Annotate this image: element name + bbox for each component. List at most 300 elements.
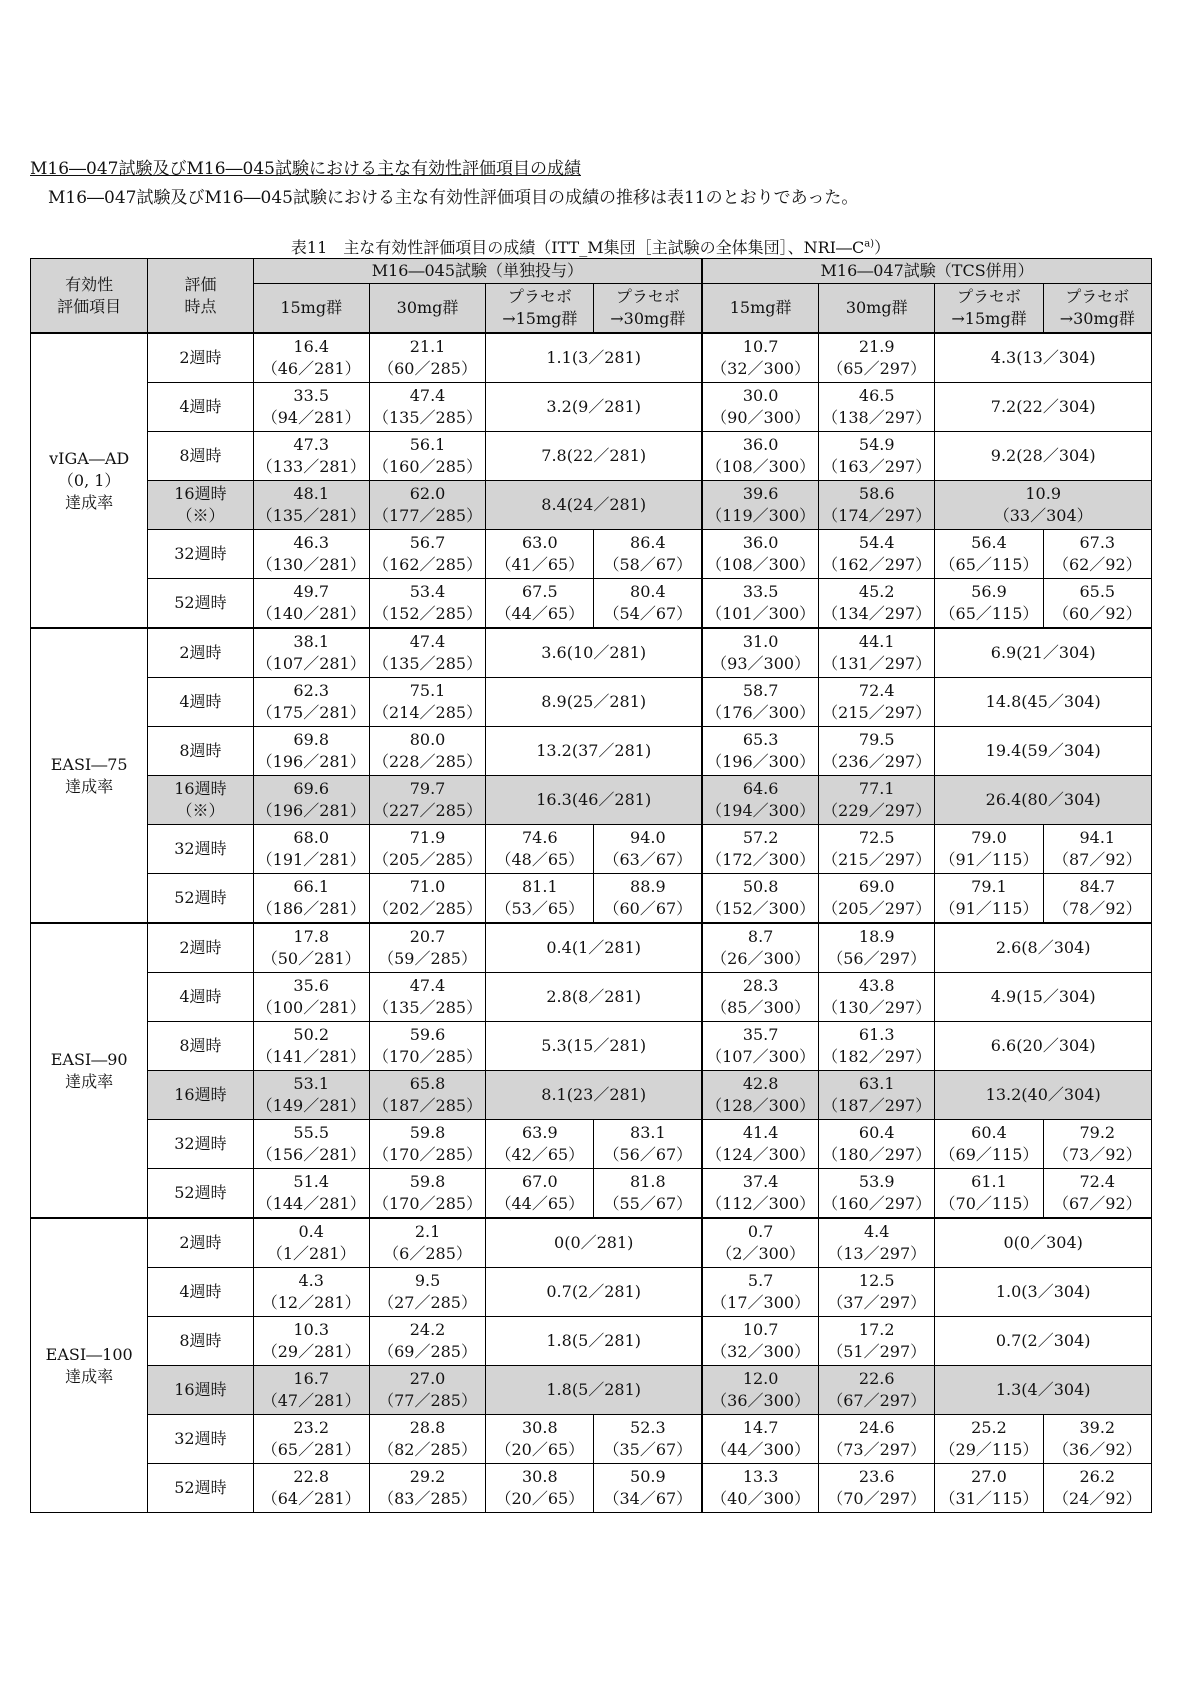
time-label: 52週時 — [174, 1478, 227, 1497]
value-rate: 94.0 — [630, 828, 666, 847]
value-count: （215／297） — [822, 850, 932, 869]
value-count: （191／281） — [256, 850, 366, 869]
table-row — [31, 1268, 1152, 1317]
table-row — [31, 825, 1152, 874]
time-label: 16週時 — [174, 484, 227, 503]
value-cell — [253, 727, 369, 776]
value-cell — [1043, 1464, 1151, 1513]
value-cell — [369, 1366, 485, 1415]
placebo-pooled-cell: 1.0(3／304) — [935, 1268, 1152, 1317]
value-count: （94／281） — [261, 408, 361, 427]
value-count: （196／300） — [706, 752, 816, 771]
value-cell — [819, 727, 935, 776]
value-cell — [253, 579, 369, 629]
value-cell — [1043, 530, 1151, 579]
value-rate: 69.0 — [858, 877, 895, 896]
value-count: （56／297） — [827, 949, 927, 968]
value-cell — [819, 1169, 935, 1219]
placebo-pooled-cell — [935, 481, 1152, 530]
value-rate: 53.1 — [293, 1074, 330, 1093]
value-rate: 84.7 — [1079, 877, 1116, 896]
value-cell — [702, 333, 818, 383]
value-cell — [253, 628, 369, 678]
value-cell — [253, 1218, 369, 1268]
time-cell — [148, 1071, 253, 1120]
time-cell — [148, 1366, 253, 1415]
value-rate: 75.1 — [409, 681, 446, 700]
value-rate: 2.1 — [414, 1222, 441, 1241]
table-row — [31, 1071, 1152, 1120]
value-count: （172／300） — [706, 850, 816, 869]
value-rate: 37.4 — [742, 1172, 779, 1191]
endpoint-label — [31, 628, 148, 923]
table-row — [31, 874, 1152, 924]
efficacy-table — [30, 258, 1152, 1513]
time-label: 32週時 — [174, 1134, 227, 1153]
value-cell — [819, 1415, 935, 1464]
time-label: 2週時 — [179, 643, 222, 662]
value-cell — [253, 776, 369, 825]
value-cell — [819, 825, 935, 874]
value-cell — [369, 1415, 485, 1464]
value-rate: 16.7 — [293, 1369, 330, 1388]
endpoint-label-line: 達成率 — [65, 776, 114, 796]
time-cell — [148, 727, 253, 776]
time-label: 8週時 — [179, 741, 222, 760]
value-rate: 47.4 — [409, 386, 446, 405]
value-count: （73／297） — [827, 1440, 927, 1459]
placebo-pooled-cell: 8.1(23／281) — [486, 1071, 703, 1120]
value-rate: 39.6 — [742, 484, 779, 503]
value-cell — [819, 530, 935, 579]
header-group-line: →15mg群 — [951, 309, 1027, 328]
value-rate: 64.6 — [742, 779, 779, 798]
value-count: （108／300） — [706, 457, 816, 476]
time-label: 32週時 — [174, 1429, 227, 1448]
value-rate: 46.3 — [293, 533, 330, 552]
value-rate: 71.0 — [409, 877, 446, 896]
value-count: （156／281） — [256, 1145, 366, 1164]
value-count: （47／281） — [261, 1391, 361, 1410]
value-rate: 48.1 — [293, 484, 330, 503]
value-count: （144／281） — [256, 1194, 366, 1213]
table-row — [31, 923, 1152, 973]
placebo-pooled-cell: 6.6(20／304) — [935, 1022, 1152, 1071]
value-cell — [819, 383, 935, 432]
time-cell — [148, 1415, 253, 1464]
endpoint-label-line: （0, 1） — [57, 470, 121, 490]
value-count: （2／300） — [716, 1244, 805, 1263]
value-rate: 79.2 — [1079, 1123, 1116, 1142]
time-label: 8週時 — [179, 446, 222, 465]
value-cell — [1043, 825, 1151, 874]
value-count: （48／65） — [495, 850, 585, 869]
header-study-045: M16―045試験（単独投与） — [253, 259, 702, 284]
value-count: （1／281） — [266, 1244, 356, 1263]
time-label: （※） — [176, 801, 225, 820]
value-rate: 53.4 — [409, 582, 446, 601]
value-cell — [486, 1169, 594, 1219]
value-rate: 56.7 — [409, 533, 446, 552]
value-count: （163／297） — [822, 457, 932, 476]
value-count: （6／285） — [383, 1244, 472, 1263]
value-count: （205／297） — [822, 899, 932, 918]
value-rate: 72.4 — [1079, 1172, 1116, 1191]
value-count: （67／92） — [1052, 1194, 1142, 1213]
value-rate: 88.9 — [630, 877, 666, 896]
time-cell — [148, 333, 253, 383]
value-rate: 79.5 — [858, 730, 895, 749]
header-group-047-0: 15mg群 — [702, 284, 818, 334]
value-count: （62／92） — [1052, 555, 1142, 574]
placebo-pooled-cell: 7.2(22／304) — [935, 383, 1152, 432]
value-count: （107／281） — [256, 654, 366, 673]
caption-footnote-mark: a) — [864, 238, 875, 250]
value-cell — [369, 1120, 485, 1169]
placebo-pooled-cell: 0.4(1／281) — [486, 923, 703, 973]
value-count: （196／281） — [256, 801, 366, 820]
placebo-pooled-cell: 7.8(22／281) — [486, 432, 703, 481]
value-rate: 66.1 — [293, 877, 330, 896]
placebo-pooled-cell: 0(0／281) — [486, 1218, 703, 1268]
value-cell — [702, 628, 818, 678]
value-cell — [369, 383, 485, 432]
value-count: （73／92） — [1052, 1145, 1142, 1164]
time-cell — [148, 973, 253, 1022]
value-cell — [253, 973, 369, 1022]
value-rate: 12.0 — [742, 1369, 779, 1388]
value-count: （160／285） — [372, 457, 483, 476]
value-rate: 79.0 — [971, 828, 1007, 847]
value-rate: 27.0 — [409, 1369, 446, 1388]
value-count: （17／300） — [711, 1293, 811, 1312]
value-cell — [702, 579, 818, 629]
endpoint-label-line: 達成率 — [65, 1071, 114, 1091]
value-count: （26／300） — [711, 949, 811, 968]
value-cell — [702, 1218, 818, 1268]
value-count: （44／300） — [711, 1440, 811, 1459]
value-rate: 30.8 — [522, 1467, 558, 1486]
value-cell — [486, 1415, 594, 1464]
value-cell — [819, 1366, 935, 1415]
value-count: （34／67） — [603, 1489, 693, 1508]
placebo-pooled-cell: 2.6(8／304) — [935, 923, 1152, 973]
value-rate: 4.4 — [863, 1222, 890, 1241]
value-count: （83／285） — [378, 1489, 477, 1508]
header-group-line: →30mg群 — [610, 309, 686, 328]
value-rate: 62.3 — [293, 681, 330, 700]
value-cell — [369, 973, 485, 1022]
value-rate: 21.9 — [858, 337, 895, 356]
value-rate: 13.3 — [742, 1467, 779, 1486]
value-cell — [819, 1218, 935, 1268]
value-rate: 52.3 — [630, 1418, 666, 1437]
value-count: （82／285） — [378, 1440, 477, 1459]
value-count: （170／285） — [372, 1194, 483, 1213]
header-group-line: プラセボ — [956, 287, 1021, 306]
header-group-line: →15mg群 — [502, 309, 578, 328]
value-rate: 68.0 — [293, 828, 330, 847]
value-count: （91／115） — [939, 850, 1039, 869]
value-count: （65／297） — [827, 359, 927, 378]
time-cell — [148, 678, 253, 727]
value-count: （108／300） — [706, 555, 816, 574]
value-cell — [369, 530, 485, 579]
value-count: （44／65） — [495, 1194, 585, 1213]
time-label: 4週時 — [179, 987, 222, 1006]
value-count: （135／285） — [372, 654, 483, 673]
placebo-pooled-cell: 26.4(80／304) — [935, 776, 1152, 825]
placebo-pooled-cell: 13.2(37／281) — [486, 727, 703, 776]
value-count: （182／297） — [822, 1047, 932, 1066]
value-cell — [486, 825, 594, 874]
placebo-pooled-cell: 0.7(2／281) — [486, 1268, 703, 1317]
value-cell — [369, 1022, 485, 1071]
value-rate: 47.4 — [409, 976, 446, 995]
time-label: 4週時 — [179, 397, 222, 416]
value-count: （69／115） — [939, 1145, 1039, 1164]
value-rate: 25.2 — [971, 1418, 1007, 1437]
endpoint-label-line: EASI―100 — [45, 1344, 133, 1364]
placebo-pooled-cell: 9.2(28／304) — [935, 432, 1152, 481]
value-cell — [702, 973, 818, 1022]
value-count: （135／285） — [372, 408, 483, 427]
placebo-pooled-cell: 1.1(3／281) — [486, 333, 703, 383]
value-rate: 12.5 — [858, 1271, 895, 1290]
value-rate: 46.5 — [858, 386, 895, 405]
value-rate: 71.9 — [409, 828, 446, 847]
value-count: （152／285） — [372, 604, 483, 623]
value-rate: 51.4 — [293, 1172, 330, 1191]
value-count: （133／281） — [256, 457, 366, 476]
value-count: （69／285） — [378, 1342, 477, 1361]
time-label: 52週時 — [174, 1183, 227, 1202]
time-cell — [148, 481, 253, 530]
time-cell — [148, 776, 253, 825]
value-count: （87／92） — [1052, 850, 1142, 869]
value-rate: 63.1 — [858, 1074, 895, 1093]
time-label: 2週時 — [179, 1233, 222, 1252]
value-count: （35／67） — [603, 1440, 693, 1459]
value-rate: 28.3 — [742, 976, 779, 995]
time-label: 4週時 — [179, 1282, 222, 1301]
value-rate: 0.4 — [298, 1222, 324, 1241]
value-count: （107／300） — [706, 1047, 816, 1066]
value-cell — [819, 776, 935, 825]
value-cell — [369, 579, 485, 629]
value-count: （177／285） — [372, 506, 483, 525]
value-cell — [702, 776, 818, 825]
value-count: （138／297） — [822, 408, 932, 427]
table-caption — [0, 235, 1181, 258]
placebo-pooled-cell: 5.3(15／281) — [486, 1022, 703, 1071]
value-rate: 62.0 — [409, 484, 446, 503]
value-cell — [702, 1022, 818, 1071]
value-cell — [369, 333, 485, 383]
value-cell — [702, 874, 818, 924]
value-cell — [369, 678, 485, 727]
value-cell — [1043, 1169, 1151, 1219]
value-cell — [702, 1120, 818, 1169]
value-count: （140／281） — [256, 604, 366, 623]
endpoint-label-line: 達成率 — [65, 1366, 114, 1386]
value-rate: 45.2 — [858, 582, 895, 601]
value-cell — [1043, 579, 1151, 629]
value-count: （36／300） — [711, 1391, 811, 1410]
value-cell — [253, 432, 369, 481]
value-count: （187／285） — [372, 1096, 483, 1115]
value-cell — [253, 1268, 369, 1317]
value-count: （128／300） — [706, 1096, 816, 1115]
time-label: 8週時 — [179, 1331, 222, 1350]
value-count: （67／297） — [827, 1391, 927, 1410]
value-count: （176／300） — [706, 703, 816, 722]
header-time-line1: 評価 — [184, 274, 217, 294]
placebo-pooled-cell: 3.6(10／281) — [486, 628, 703, 678]
placebo-pooled-cell: 4.3(13／304) — [935, 333, 1152, 383]
header-study-047: M16―047試験（TCS併用） — [702, 259, 1151, 284]
value-rate: 0.7 — [747, 1222, 774, 1241]
value-rate: 21.1 — [409, 337, 446, 356]
value-count: （214／285） — [372, 703, 483, 722]
value-rate: 5.7 — [747, 1271, 774, 1290]
value-cell — [369, 1218, 485, 1268]
value-rate: 30.0 — [742, 386, 779, 405]
value-rate: 10.7 — [742, 1320, 779, 1339]
value-cell — [1043, 1120, 1151, 1169]
value-cell — [935, 874, 1043, 924]
table-row — [31, 481, 1152, 530]
value-cell — [819, 1120, 935, 1169]
value-rate: 56.9 — [971, 582, 1007, 601]
header-group-line: プラセボ — [615, 287, 680, 306]
time-cell — [148, 1317, 253, 1366]
placebo-pooled-cell: 19.4(59／304) — [935, 727, 1152, 776]
header-endpoint — [31, 259, 148, 334]
value-cell — [253, 1317, 369, 1366]
time-label: 2週時 — [179, 938, 222, 957]
value-count: （24／92） — [1052, 1489, 1142, 1508]
value-count: （180／297） — [822, 1145, 932, 1164]
value-count: （70／297） — [827, 1489, 927, 1508]
table-row — [31, 727, 1152, 776]
placebo-pooled-cell: 6.9(21／304) — [935, 628, 1152, 678]
section-heading: M16―047試験及びM16―045試験における主な有効性評価項目の成績 — [30, 159, 581, 179]
value-count: （46／281） — [261, 359, 361, 378]
table-row — [31, 1022, 1152, 1071]
time-cell — [148, 628, 253, 678]
value-count: （85／300） — [711, 998, 811, 1017]
value-cell — [935, 1464, 1043, 1513]
header-time — [148, 259, 253, 334]
header-group-047-2 — [935, 284, 1043, 334]
header-group-045-0: 15mg群 — [253, 284, 369, 334]
value-cell — [819, 874, 935, 924]
value-rate: 10.3 — [293, 1320, 330, 1339]
value-cell — [819, 1071, 935, 1120]
value-count: （54／67） — [603, 604, 693, 623]
value-count: （70／115） — [939, 1194, 1039, 1213]
value-cell — [702, 1071, 818, 1120]
value-cell — [253, 825, 369, 874]
value-rate: 86.4 — [630, 533, 666, 552]
time-cell — [148, 1464, 253, 1513]
value-count: （170／285） — [372, 1145, 483, 1164]
value-count: （59／285） — [378, 949, 477, 968]
value-rate: 31.0 — [742, 632, 779, 651]
time-cell — [148, 923, 253, 973]
value-count: （36／92） — [1052, 1440, 1142, 1459]
value-count: （78／92） — [1052, 899, 1142, 918]
value-rate: 26.2 — [1079, 1467, 1116, 1486]
value-count: （91／115） — [939, 899, 1039, 918]
value-rate: 24.2 — [409, 1320, 446, 1339]
placebo-pooled-cell: 8.9(25／281) — [486, 678, 703, 727]
value-cell — [369, 727, 485, 776]
time-cell — [148, 1022, 253, 1071]
time-label: 52週時 — [174, 593, 227, 612]
placebo-pooled-cell: 0.7(2／304) — [935, 1317, 1152, 1366]
value-count: （141／281） — [256, 1047, 366, 1066]
value-cell — [819, 1268, 935, 1317]
time-label: 32週時 — [174, 839, 227, 858]
value-count: （29／281） — [261, 1342, 361, 1361]
value-cell — [819, 1317, 935, 1366]
table-row — [31, 579, 1152, 629]
caption-text: 表11 主な有効性評価項目の成績（ITT_M集団［主試験の全体集団］、NRI―C — [290, 238, 865, 257]
table-row — [31, 678, 1152, 727]
header-time-line2: 時点 — [184, 296, 217, 316]
value-count: （93／300） — [711, 654, 811, 673]
value-cell — [935, 1415, 1043, 1464]
time-cell — [148, 579, 253, 629]
value-rate: 67.5 — [522, 582, 558, 601]
value-cell — [594, 1415, 702, 1464]
value-rate: 63.9 — [522, 1123, 558, 1142]
value-rate: 33.5 — [742, 582, 779, 601]
value-rate: 42.8 — [742, 1074, 779, 1093]
value-cell — [819, 628, 935, 678]
value-count: （187／297） — [822, 1096, 932, 1115]
value-cell — [253, 530, 369, 579]
value-count: （135／281） — [256, 506, 366, 525]
value-rate: 54.9 — [858, 435, 895, 454]
value-rate: 79.7 — [409, 779, 446, 798]
value-cell — [486, 579, 594, 629]
value-rate: 41.4 — [742, 1123, 779, 1142]
value-rate: 14.7 — [742, 1418, 779, 1437]
table-row — [31, 1218, 1152, 1268]
value-cell — [369, 1464, 485, 1513]
value-cell — [369, 481, 485, 530]
table-row — [31, 1120, 1152, 1169]
placebo-pooled-cell: 16.3(46／281) — [486, 776, 703, 825]
value-rate: 50.9 — [630, 1467, 666, 1486]
value-rate: 65.3 — [742, 730, 779, 749]
value-count: （58／67） — [603, 555, 693, 574]
value-count: （31／115） — [939, 1489, 1039, 1508]
value-count: （27／285） — [378, 1293, 477, 1312]
value-rate: 79.1 — [971, 877, 1007, 896]
value-rate: 65.5 — [1079, 582, 1116, 601]
value-cell — [702, 1317, 818, 1366]
value-rate: 47.4 — [409, 632, 446, 651]
value-count: （229／297） — [822, 801, 932, 820]
value-cell — [1043, 1415, 1151, 1464]
value-cell — [935, 530, 1043, 579]
value-cell — [819, 678, 935, 727]
time-cell — [148, 383, 253, 432]
